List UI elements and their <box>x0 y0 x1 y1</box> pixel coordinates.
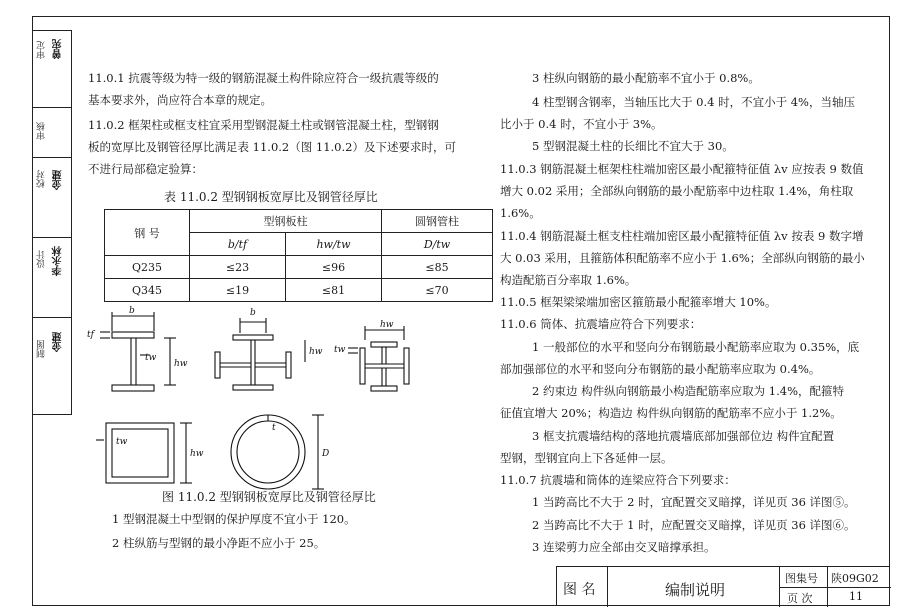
signoff-label: 设计 <box>37 250 47 268</box>
right-line: 型钢，型钢宜向上下各延伸一层。 <box>500 451 673 465</box>
right-line: 5 型钢混凝土柱的长细比不宜大于 30。 <box>532 139 734 153</box>
dim-label-hw: hw <box>190 449 204 459</box>
signoff-label: 审核 <box>37 122 47 140</box>
right-line: 11.0.3 钢筋混凝土框架柱柱端加密区最小配箍特征值 λv 应按表 9 数值 <box>500 162 864 176</box>
right-line: 2 当跨高比不大于 1 时，应配置交叉暗撑，详见页 36 详图⑥。 <box>532 518 856 532</box>
right-line: 增大 0.02 采用；全部纵向钢筋的最小配筋率中边柱取 1.4%，角柱取 <box>500 184 854 198</box>
dim-label-t: t <box>272 423 276 433</box>
table-cell-grade: Q235 <box>105 256 190 279</box>
clause-11-0-2-line1: 11.0.2 框架柱或框支柱宜采用型钢混凝土柱或钢管混凝土柱，型钢钢 <box>88 118 439 132</box>
table-cell-value: ≤23 <box>190 256 286 279</box>
right-line: 部加强部位的水平和竖向分布钢筋的最小配筋率应取为 0.4%。 <box>500 362 821 376</box>
dim-label-tw: tw <box>334 345 346 355</box>
dim-label-hw: hw <box>174 359 188 369</box>
dim-label-hw: hw <box>380 320 394 330</box>
clause-11-0-2-line3: 不进行局部稳定验算： <box>88 162 203 176</box>
drawing-title: 编制说明 <box>665 581 726 599</box>
right-line: 1 一般部位的水平和竖向分布钢筋最小配筋率应取为 0.35%，底 <box>532 340 860 354</box>
right-line: 3 连梁剪力应全部由交叉暗撑承担。 <box>532 540 716 554</box>
clause-11-0-1-line1: 11.0.1 抗震等级为特一级的钢筋混凝土构件除应符合一级抗震等级的 <box>88 71 439 85</box>
table-subheader-b-tf: b/tf <box>190 233 286 256</box>
right-line: 4 柱型钢含钢率，当轴压比大于 0.4 时，不宜小于 4%，当轴压 <box>532 95 855 109</box>
table-header-grade: 钢 号 <box>105 210 190 256</box>
signoff-signature: 李永林 <box>53 246 64 276</box>
set-number-label: 图集号 <box>785 572 818 585</box>
right-line: 3 柱纵向钢筋的最小配筋率不宜小于 0.8%。 <box>532 71 760 85</box>
title-name-label: 图 名 <box>563 582 596 598</box>
item-1: 1 型钢混凝土中型钢的保护厚度不宜小于 120。 <box>112 512 356 526</box>
table-cell-value: ≤19 <box>190 279 286 302</box>
set-number-value: 陕09G02 <box>831 572 879 585</box>
right-line: 11.0.4 钢筋混凝土框支柱柱端加密区最小配箍特征值 λv 按表 9 数字增 <box>500 229 864 243</box>
right-line: 11.0.7 抗震墙和筒体的连梁应符合下列要求： <box>500 473 736 487</box>
signoff-label: 制图 <box>37 340 47 358</box>
right-line: 2 约束边 构件纵向钢筋最小构造配筋率应取为 1.4%，配箍特 <box>532 384 844 398</box>
right-line: 大 0.03 采用，且箍筋体积配筋率不应小于 1.6%；全部纵向钢筋的最小 <box>500 251 865 265</box>
table-header-steel-plate: 型钢板柱 <box>190 210 382 233</box>
right-line: 构造配筋百分率取 1.6%。 <box>500 273 637 287</box>
signoff-label: 校对 <box>37 170 47 188</box>
dim-label-hw: hw <box>309 347 323 357</box>
signoff-signature: 金建 <box>53 170 64 190</box>
table-subheader-hw-tw: hw/tw <box>286 233 382 256</box>
right-line: 11.0.5 框架梁梁端加密区箍筋最小配箍率增大 10%。 <box>500 295 777 309</box>
signoff-label: 审定 <box>37 41 47 59</box>
dim-label-b: b <box>250 308 256 318</box>
page-label: 页 次 <box>787 592 813 605</box>
table-caption: 表 11.0.2 型钢钢板宽厚比及钢管径厚比 <box>164 190 378 204</box>
dim-label-d: D <box>322 449 330 459</box>
signoff-signature: 曾宪 <box>53 39 64 59</box>
signoff-signature: 金建 <box>53 332 64 352</box>
right-line: 征值宜增大 20%；构造边 构件纵向钢筋的配筋率不应小于 1.2%。 <box>500 406 842 420</box>
figure-caption: 图 11.0.2 型钢钢板宽厚比及钢管径厚比 <box>162 490 376 504</box>
clause-11-0-2-line2: 板的宽厚比及钢管径厚比满足表 11.0.2（图 11.0.2）及下述要求时，可 <box>88 140 456 154</box>
right-line: 11.0.6 筒体、抗震墙应符合下列要求： <box>500 317 702 331</box>
table-cell-value: ≤70 <box>382 279 493 302</box>
table-cell-grade: Q345 <box>105 279 190 302</box>
dim-label-b: b <box>129 306 135 316</box>
right-line: 1.6%。 <box>500 206 541 220</box>
table-header-steel-tube: 圆钢管柱 <box>382 210 493 233</box>
dim-label-tw: tw <box>145 353 157 363</box>
clause-11-0-1-line2: 基本要求外，尚应符合本章的规定。 <box>88 93 272 107</box>
right-line: 1 当跨高比不大于 2 时，宜配置交叉暗撑，详见页 36 详图⑤。 <box>532 495 856 509</box>
table-cell-value: ≤81 <box>286 279 382 302</box>
item-2: 2 柱纵筋与型钢的最小净距不应小于 25。 <box>112 536 326 550</box>
dim-label-tf: tf <box>87 330 94 340</box>
right-line: 3 框支抗震墙结构的落地抗震墙底部加强部位边 构件宜配置 <box>532 429 835 443</box>
page-number: 11 <box>849 590 863 603</box>
right-line: 比小于 0.4 时，不宜小于 3%。 <box>500 117 663 131</box>
dim-label-tw: tw <box>116 437 128 447</box>
table-cell-value: ≤96 <box>286 256 382 279</box>
table-subheader-d-tw: D/tw <box>382 233 493 256</box>
title-block <box>556 566 890 606</box>
table-cell-value: ≤85 <box>382 256 493 279</box>
